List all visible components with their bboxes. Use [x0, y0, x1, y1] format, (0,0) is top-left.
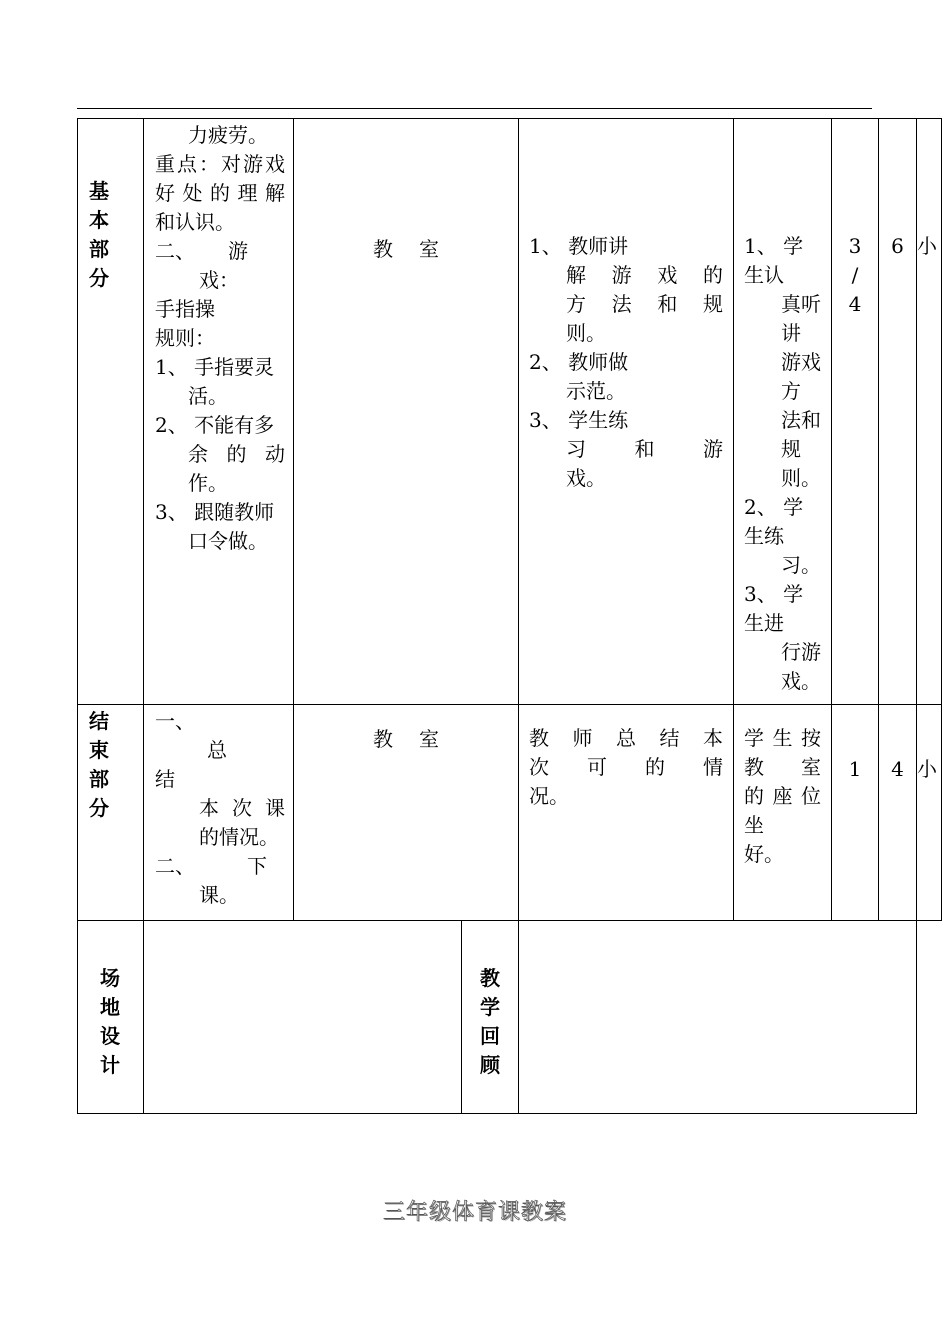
- end-part-minutes: 4: [879, 705, 917, 921]
- end-part-intensity: 小: [917, 705, 942, 921]
- teaching-review-area: [519, 921, 917, 1114]
- basic-part-intensity: 小: [917, 119, 942, 705]
- end-part-row: [78, 705, 942, 921]
- basic-part-times: 3 / 4: [832, 119, 879, 705]
- end-part-student-activity: 学生按教室 的座位坐 好。: [734, 705, 832, 921]
- basic-part-row: [78, 119, 942, 705]
- basic-part-minutes: 6: [879, 119, 917, 705]
- basic-part-site: 教室: [294, 119, 519, 705]
- site-design-label: 场 地 设 计: [78, 921, 144, 1114]
- teaching-review-label: 教 学 回 顾: [462, 921, 519, 1114]
- header-rule: [77, 108, 872, 109]
- end-part-site: 教室: [294, 705, 519, 921]
- basic-part-content: 力疲劳。 重点：对游戏 好处的理解 和认识。 二、 游 戏： 手指操 规则： 1、 手指要灵 活。 2、 不能有多 余的动 作。 3、 跟随教师 口令做。: [144, 119, 294, 705]
- site-design-area: [144, 921, 462, 1114]
- design-row: [78, 921, 942, 1114]
- basic-part-label: 基 本 部 分: [78, 119, 144, 705]
- basic-part-teacher-activity: 1、 教师讲 解游戏的 方法和规 则。 2、 教师做 示范。 3、 学生练 习和游 戏。: [519, 119, 734, 705]
- page-footer: 三年级体育课教案: [382, 1200, 567, 1225]
- lesson-plan-table: [77, 118, 942, 1114]
- end-part-teacher-activity: 教师总结本 次可的情 况。: [519, 705, 734, 921]
- basic-part-student-activity: 1、 学生认 真听讲 游戏方 法和规 则。 2、 学生练 习。 3、 学生进 行游戏。: [734, 119, 832, 705]
- end-part-content: 一、总结 本次课 的情况。 二、 下 课。: [144, 705, 294, 921]
- end-part-times: 1: [832, 705, 879, 921]
- end-part-label: 结 束 部 分: [78, 705, 144, 921]
